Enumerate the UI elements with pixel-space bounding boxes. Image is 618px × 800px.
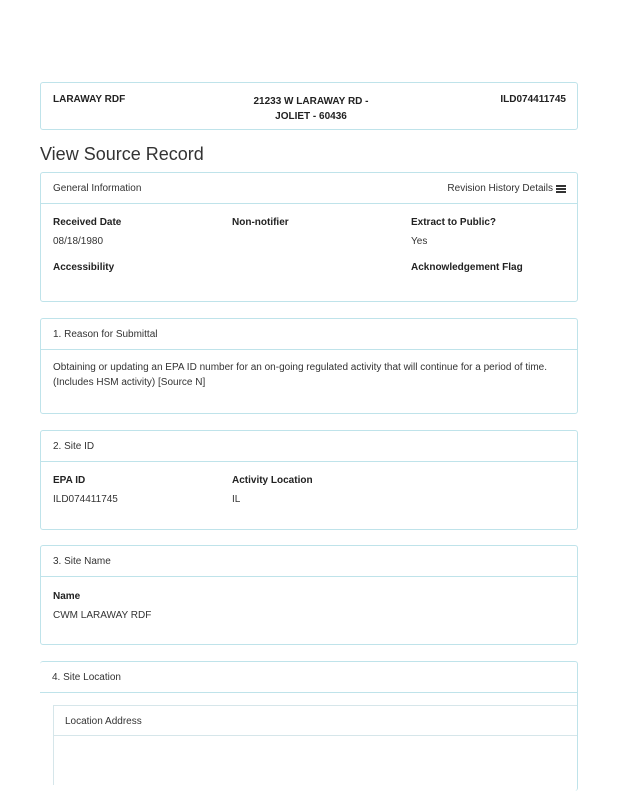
epa-id-value: ILD074411745 [53,494,118,505]
location-address-title: Location Address [65,716,142,727]
activity-location-value: IL [232,494,241,505]
non-notifier-label: Non-notifier [232,217,289,228]
site-id-header [41,431,577,462]
reason-text: Obtaining or updating an EPA ID number for an on-going regulated activity that will continue for a period of time. (Includes HSM activity) [Source N] [53,362,547,388]
site-id-card [40,430,578,530]
facility-header-card [40,82,578,130]
address-line-1: 21233 W LARAWAY RD - [253,96,369,107]
address-line-2: JOLIET - 60436 [275,111,347,122]
location-address-header [54,706,577,736]
facility-epa-id: ILD074411745 [500,94,566,105]
facility-name: LARAWAY RDF [53,94,126,105]
general-information-title: General Information [53,183,142,194]
general-information-card [40,172,578,302]
revision-history-label: Revision History Details [447,183,553,194]
activity-location-label: Activity Location [232,475,313,486]
accessibility-label: Accessibility [53,262,115,273]
location-address-card [53,705,577,785]
acknowledgement-flag-label: Acknowledgement Flag [411,262,523,273]
name-value: CWM LARAWAY RDF [53,610,152,621]
site-name-card [40,545,578,645]
revision-history-link[interactable] [447,183,566,194]
list-icon [556,185,566,193]
site-location-title: 4. Site Location [52,672,121,683]
received-date-label: Received Date [53,217,122,228]
facility-address [231,94,391,124]
site-id-title: 2. Site ID [53,441,95,452]
name-label: Name [53,591,81,602]
received-date-value: 08/18/1980 [53,236,104,247]
site-name-header [41,546,577,577]
page-title: View Source Record [40,144,204,164]
reason-header [41,319,577,350]
general-information-header [41,173,577,204]
reason-title: 1. Reason for Submittal [53,329,158,340]
site-name-title: 3. Site Name [53,556,111,567]
site-location-header [40,662,577,693]
extract-to-public-value: Yes [411,236,428,247]
epa-id-label: EPA ID [53,475,86,486]
extract-to-public-label: Extract to Public? [411,217,497,228]
reason-for-submittal-card [40,318,578,414]
